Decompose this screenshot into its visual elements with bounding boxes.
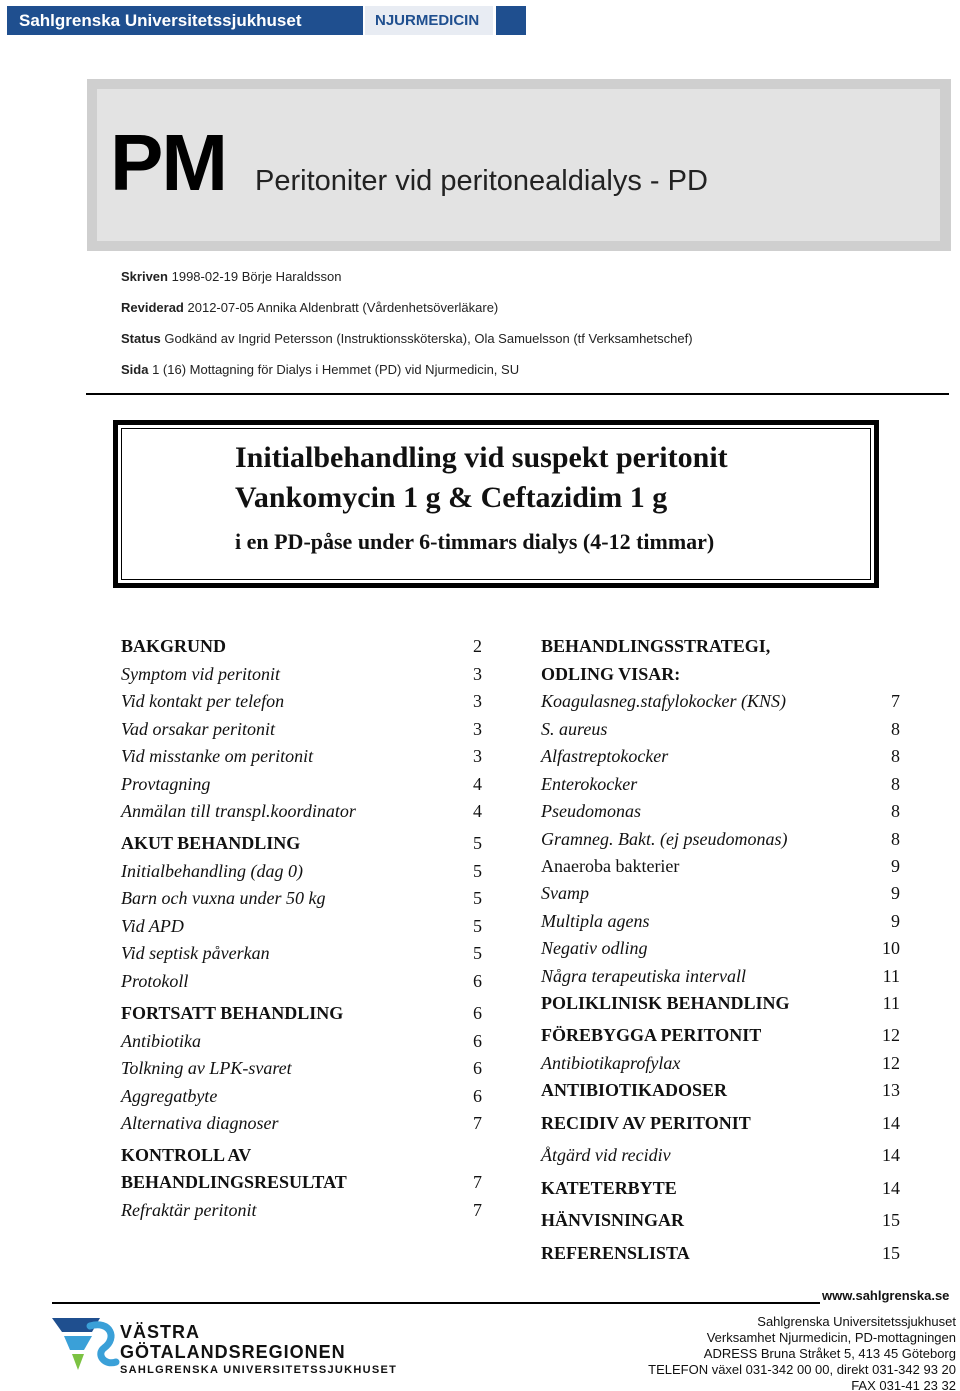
toc-page-number: 9 bbox=[891, 911, 900, 931]
toc-entry[interactable]: Antibiotika bbox=[121, 1031, 201, 1051]
toc-page-number: 4 bbox=[473, 774, 482, 794]
toc-page-number: 14 bbox=[882, 1178, 900, 1198]
toc-page-number: 5 bbox=[473, 916, 482, 936]
toc-entry[interactable]: Barn och vuxna under 50 kg bbox=[121, 888, 326, 908]
toc-entry[interactable]: Gramneg. Bakt. (ej pseudomonas) bbox=[541, 829, 788, 849]
logo-text-1: VÄSTRA bbox=[120, 1322, 201, 1342]
toc-page-number: 5 bbox=[473, 833, 482, 853]
toc-entry[interactable]: Vad orsakar peritonit bbox=[121, 719, 276, 739]
toc-entry[interactable]: Åtgärd vid recidiv bbox=[541, 1145, 671, 1165]
toc-section-heading[interactable]: BEHANDLINGSRESULTAT bbox=[121, 1172, 347, 1192]
toc-entry[interactable]: Vid misstanke om peritonit bbox=[121, 746, 314, 766]
toc-page-number: 7 bbox=[473, 1113, 482, 1133]
toc-page-number: 12 bbox=[882, 1025, 900, 1045]
header-org: Sahlgrenska Universitetssjukhuset bbox=[7, 6, 363, 35]
toc-section-heading[interactable]: BAKGRUND bbox=[121, 636, 227, 656]
footer-divider bbox=[52, 1302, 820, 1304]
toc-entry[interactable]: Alfastreptokocker bbox=[541, 746, 669, 766]
toc-page-number: 15 bbox=[882, 1210, 900, 1230]
toc-page-number: 10 bbox=[882, 938, 900, 958]
website-link[interactable]: www.sahlgrenska.se bbox=[822, 1288, 950, 1303]
toc-page-number: 6 bbox=[473, 1058, 482, 1078]
toc-page-number: 9 bbox=[891, 883, 900, 903]
pm-label: PM bbox=[110, 118, 226, 207]
address-line: Sahlgrenska Universitetssjukhuset bbox=[757, 1314, 956, 1329]
toc-entry[interactable]: Pseudomonas bbox=[541, 801, 641, 821]
toc-page-number: 7 bbox=[891, 691, 900, 711]
toc-page-number: 3 bbox=[473, 746, 482, 766]
meta-status: Status Godkänd av Ingrid Petersson (Instruktionssköterska), Ola Samuelsson (tf Verksamhetschef) bbox=[121, 331, 693, 346]
toc-page-number: 11 bbox=[882, 993, 900, 1013]
toc-entry[interactable]: Aggregatbyte bbox=[121, 1086, 218, 1106]
toc-entry[interactable]: Koagulasneg.stafylokocker (KNS) bbox=[541, 691, 786, 711]
toc-page-number: 11 bbox=[882, 966, 900, 986]
toc-entry[interactable]: Tolkning av LPK-svaret bbox=[121, 1058, 292, 1078]
header-divider bbox=[86, 393, 949, 395]
toc-entry[interactable]: Svamp bbox=[541, 883, 589, 903]
toc-page-number: 3 bbox=[473, 691, 482, 711]
toc-page-number: 15 bbox=[882, 1243, 900, 1263]
toc-page-number: 5 bbox=[473, 861, 482, 881]
toc-section-heading[interactable]: ODLING VISAR: bbox=[541, 664, 681, 684]
toc-section-heading[interactable]: FORTSATT BEHANDLING bbox=[121, 1003, 344, 1023]
toc-section-heading[interactable]: POLIKLINISK BEHANDLING bbox=[541, 993, 790, 1013]
treatment-heading: Initialbehandling vid suspekt peritonit bbox=[235, 441, 728, 474]
toc-section-heading[interactable]: HÄNVISNINGAR bbox=[541, 1210, 685, 1230]
toc-entry[interactable]: Initialbehandling (dag 0) bbox=[121, 861, 303, 881]
meta-written: Skriven 1998-02-19 Börje Haraldsson bbox=[121, 269, 342, 284]
toc-page-number: 8 bbox=[891, 746, 900, 766]
address-line: TELEFON växel 031-342 00 00, direkt 031-342 93 20 bbox=[648, 1362, 956, 1377]
address-line: ADRESS Bruna Stråket 5, 413 45 Göteborg bbox=[703, 1346, 956, 1361]
header-accent-square bbox=[496, 6, 526, 35]
toc-page-number: 7 bbox=[473, 1200, 482, 1220]
toc-page-number: 3 bbox=[473, 664, 482, 684]
toc-page-number: 8 bbox=[891, 801, 900, 821]
toc-entry[interactable]: Anaeroba bakterier bbox=[541, 856, 680, 876]
toc-page-number: 13 bbox=[882, 1080, 900, 1100]
meta-revised: Reviderad 2012-07-05 Annika Aldenbratt (Vårdenhetsöverläkare) bbox=[121, 300, 499, 315]
toc-section-heading[interactable]: AKUT BEHANDLING bbox=[121, 833, 301, 853]
toc-entry[interactable]: Vid kontakt per telefon bbox=[121, 691, 285, 711]
toc-page-number: 6 bbox=[473, 1031, 482, 1051]
toc-entry[interactable]: Symptom vid peritonit bbox=[121, 664, 280, 684]
toc-section-heading[interactable]: REFERENSLISTA bbox=[541, 1243, 690, 1263]
document-title: Peritoniter vid peritonealdialys - PD bbox=[255, 165, 708, 197]
toc-entry[interactable]: Enterokocker bbox=[541, 774, 638, 794]
toc-entry[interactable]: Antibiotikaprofylax bbox=[541, 1053, 681, 1073]
toc-section-heading[interactable]: FÖREBYGGA PERITONIT bbox=[541, 1025, 762, 1045]
toc-page-number: 6 bbox=[473, 1086, 482, 1106]
toc-section-heading[interactable]: KATETERBYTE bbox=[541, 1178, 677, 1198]
toc-entry[interactable]: Multipla agens bbox=[541, 911, 650, 931]
toc-page-number: 7 bbox=[473, 1172, 482, 1192]
treatment-drugs: Vankomycin 1 g & Ceftazidim 1 g bbox=[235, 481, 668, 514]
toc-page-number: 9 bbox=[891, 856, 900, 876]
toc-entry[interactable]: Några terapeutiska intervall bbox=[541, 966, 746, 986]
toc-page-number: 5 bbox=[473, 943, 482, 963]
toc-page-number: 12 bbox=[882, 1053, 900, 1073]
address-line: Verksamhet Njurmedicin, PD-mottagningen bbox=[706, 1330, 956, 1345]
toc-section-heading[interactable]: ANTIBIOTIKADOSER bbox=[541, 1080, 728, 1100]
toc-page-number: 8 bbox=[891, 829, 900, 849]
toc-page-number: 3 bbox=[473, 719, 482, 739]
toc-page-number: 14 bbox=[882, 1145, 900, 1165]
meta-page: Sida 1 (16) Mottagning för Dialys i Hemmet (PD) vid Njurmedicin, SU bbox=[121, 362, 520, 377]
toc-entry[interactable]: S. aureus bbox=[541, 719, 608, 739]
treatment-instructions: i en PD-påse under 6-timmars dialys (4-12 timmar) bbox=[235, 529, 715, 554]
toc-entry[interactable]: Anmälan till transpl.koordinator bbox=[121, 801, 356, 821]
toc-section-heading[interactable]: BEHANDLINGSSTRATEGI, bbox=[541, 636, 771, 656]
toc-page-number: 14 bbox=[882, 1113, 900, 1133]
header-dept: NJURMEDICIN bbox=[365, 6, 493, 35]
toc-entry[interactable]: Protokoll bbox=[121, 971, 189, 991]
toc-page-number: 6 bbox=[473, 971, 482, 991]
toc-page-number: 6 bbox=[473, 1003, 482, 1023]
toc-entry[interactable]: Provtagning bbox=[121, 774, 211, 794]
toc-entry[interactable]: Vid septisk påverkan bbox=[121, 943, 270, 963]
toc-page-number: 4 bbox=[473, 801, 482, 821]
toc-page-number: 8 bbox=[891, 774, 900, 794]
toc-entry[interactable]: Negativ odling bbox=[541, 938, 648, 958]
toc-entry[interactable]: Vid APD bbox=[121, 916, 184, 936]
toc-page-number: 2 bbox=[473, 636, 482, 656]
toc-section-heading[interactable]: RECIDIV AV PERITONIT bbox=[541, 1113, 751, 1133]
logo-text-3: SAHLGRENSKA UNIVERSITETSSJUKHUSET bbox=[120, 1364, 398, 1376]
logo-text-2: GÖTALANDSREGIONEN bbox=[120, 1342, 346, 1362]
toc-section-heading[interactable]: KONTROLL AV bbox=[121, 1145, 252, 1165]
toc-entry[interactable]: Refraktär peritonit bbox=[121, 1200, 257, 1220]
toc-entry[interactable]: Alternativa diagnoser bbox=[121, 1113, 279, 1133]
toc-page-number: 5 bbox=[473, 888, 482, 908]
toc-page-number: 8 bbox=[891, 719, 900, 739]
address-line: FAX 031-41 23 32 bbox=[851, 1378, 956, 1391]
